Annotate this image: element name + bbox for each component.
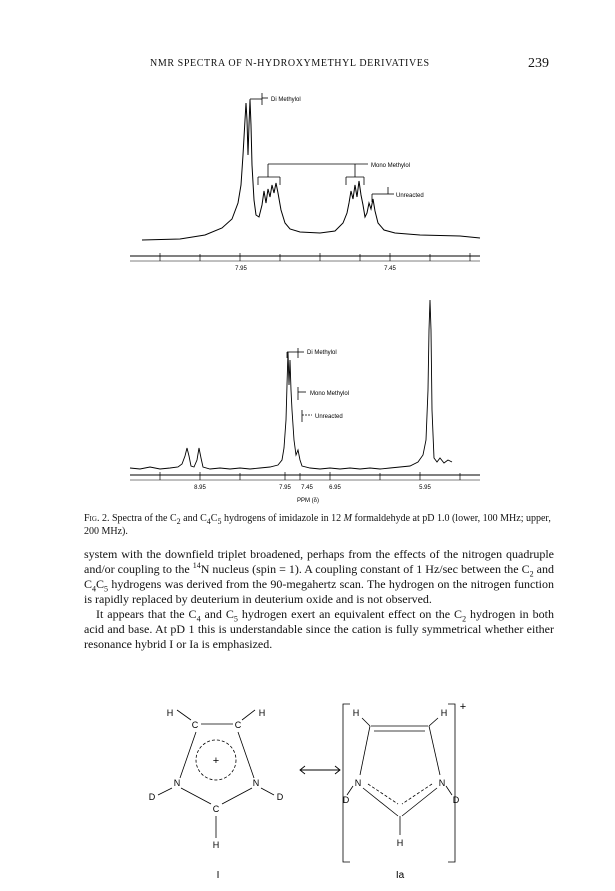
svg-text:C: C xyxy=(212,804,220,814)
structure-I xyxy=(149,708,284,850)
figure-caption: Fig. 2. Spectra of the $C_2$ and $C_4C_5$ hydrogens of imidazole in 12 M formaldehyde at pD 1.0 (lower, 100 MHz; upper, 200 MHz). xyxy=(84,513,551,537)
label-unreacted-lower: Unreacted xyxy=(315,414,343,420)
svg-text:+: + xyxy=(459,701,467,713)
paragraph-2: It appears that the $C_4$ and $C_5$ hydrogen exert an equivalent effect on the $C_2$ hydrogen in both acid and base. At pD 1 this is understandable since the cation is fully symmetrical whether either resonance hybrid I or Ia is emphasized. xyxy=(84,607,554,651)
upper-spectrum xyxy=(0,85,615,275)
label-di-methylol-lower: Di Methylol xyxy=(307,350,337,356)
svg-text:D: D xyxy=(276,792,284,802)
label-mono-methylol-upper: Mono Methylol xyxy=(371,163,411,169)
svg-text:+: + xyxy=(212,755,220,767)
label-unreacted-upper: Unreacted xyxy=(396,193,424,199)
lower-tick-795: 7.95 xyxy=(279,485,291,491)
upper-spectrum-trace xyxy=(142,100,480,240)
page-number: 239 xyxy=(528,56,549,71)
label-structure-Ia: Ia xyxy=(395,870,405,880)
running-head xyxy=(0,58,615,78)
svg-text:H: H xyxy=(440,708,448,718)
lower-spectrum-trace xyxy=(130,300,452,469)
svg-text:D: D xyxy=(342,795,350,805)
svg-text:H: H xyxy=(352,708,360,718)
svg-text:N: N xyxy=(354,778,362,788)
svg-text:D: D xyxy=(452,795,460,805)
paragraph-1: system with the downfield triplet broadened, perhaps from the effects of the nitrogen quadruple and/or coupling to the $^{14}$N nucleus (spin = 1). A coupling constant of 1 Hz/sec between the $C_2$ and $C_4C_5$ hydrogens was derived from the 90-megahertz scan. The hydrogen on the nitrogen function is rapidly replaced by deuterium in deuterium oxide and is not observed. xyxy=(84,547,554,606)
lower-spectrum xyxy=(0,290,615,505)
lower-tick-595: 5.95 xyxy=(419,485,431,491)
svg-text:C: C xyxy=(234,720,242,730)
svg-text:H: H xyxy=(396,838,404,848)
upper-tick-745: 7.45 xyxy=(384,266,396,272)
svg-text:H: H xyxy=(212,840,220,850)
structure-Ia xyxy=(343,701,466,862)
svg-text:N: N xyxy=(252,778,260,788)
svg-text:C: C xyxy=(191,720,199,730)
body-text xyxy=(84,547,554,652)
running-title: NMR SPECTRA OF N-HYDROXYMETHYL DERIVATIVES xyxy=(150,58,430,69)
label-structure-I: I xyxy=(216,870,220,880)
svg-text:D: D xyxy=(148,792,156,802)
caption-fig-label: Fig. 2. xyxy=(84,513,110,524)
resonance-arrow xyxy=(300,766,340,774)
svg-text:H: H xyxy=(258,708,266,718)
lower-axis-label: PPM (δ) xyxy=(296,498,320,504)
label-di-methylol-upper: Di Methylol xyxy=(271,97,301,103)
svg-text:H: H xyxy=(166,708,174,718)
label-mono-methylol-lower: Mono Methylol xyxy=(310,391,350,397)
lower-tick-695: 6.95 xyxy=(329,485,341,491)
svg-text:N: N xyxy=(173,778,181,788)
lower-tick-895: 8.95 xyxy=(194,485,206,491)
upper-tick-795: 7.95 xyxy=(235,266,247,272)
lower-tick-745: 7.45 xyxy=(301,485,313,491)
svg-text:N: N xyxy=(438,778,446,788)
resonance-structures xyxy=(0,700,615,880)
